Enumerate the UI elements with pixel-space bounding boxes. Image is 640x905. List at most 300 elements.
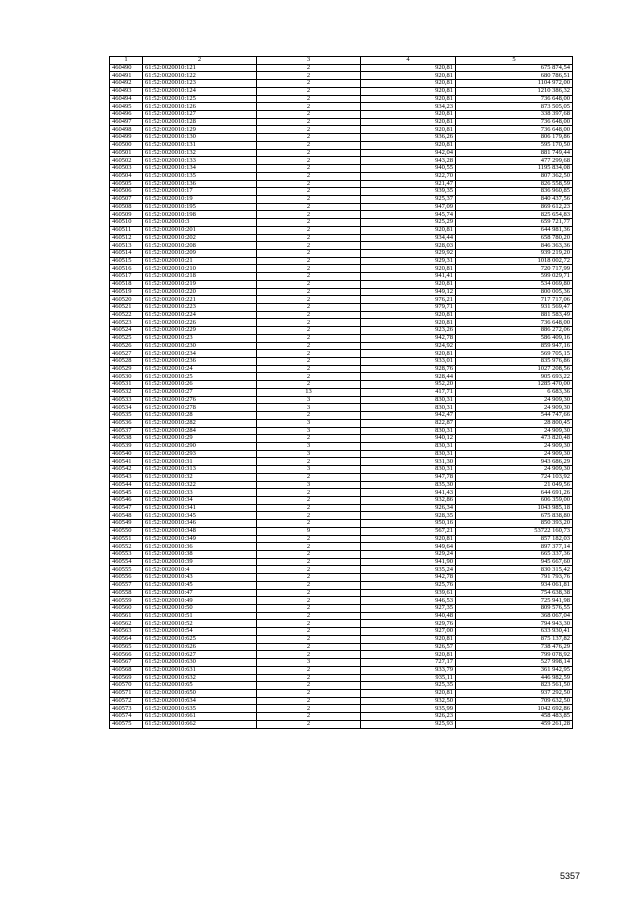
cadastral-number-cell: 61:52:0020010:127 — [143, 111, 257, 119]
value-cell: 458 483,85 — [456, 713, 573, 721]
value-cell: 945 667,60 — [456, 558, 573, 566]
value-cell: 24 909,30 — [456, 404, 573, 412]
row-number-cell: 460490 — [110, 64, 143, 72]
cadastral-number-cell: 61:52:0020010:126 — [143, 103, 257, 111]
category-cell: 2 — [257, 605, 361, 613]
area-cell: 949,64 — [361, 543, 456, 551]
table-row — [110, 211, 573, 219]
area-cell: 925,29 — [361, 219, 456, 227]
row-number-cell: 460539 — [110, 442, 143, 450]
value-cell: 1027 208,56 — [456, 365, 573, 373]
category-cell: 2 — [257, 165, 361, 173]
value-cell: 937 292,50 — [456, 689, 573, 697]
area-cell: 830,31 — [361, 404, 456, 412]
area-cell: 947,78 — [361, 473, 456, 481]
row-number-cell: 460562 — [110, 620, 143, 628]
row-number-cell: 460498 — [110, 126, 143, 134]
table-row — [110, 87, 573, 95]
row-number-cell: 460565 — [110, 643, 143, 651]
cadastral-number-cell: 61:52:0020010:39 — [143, 558, 257, 566]
value-cell: 840 437,56 — [456, 195, 573, 203]
area-cell: 567,21 — [361, 527, 456, 535]
cadastral-number-cell: 61:52:0020010:54 — [143, 628, 257, 636]
column-header: 1 — [110, 57, 143, 65]
category-cell: 3 — [257, 466, 361, 474]
row-number-cell: 460544 — [110, 481, 143, 489]
table-row — [110, 489, 573, 497]
cadastral-number-cell: 61:52:0020010:201 — [143, 226, 257, 234]
category-cell: 2 — [257, 234, 361, 242]
row-number-cell: 460507 — [110, 195, 143, 203]
row-number-cell: 460548 — [110, 512, 143, 520]
table-row — [110, 265, 573, 273]
cadastral-number-cell: 61:52:0020010:36 — [143, 543, 257, 551]
cadastral-number-cell: 61:52:0020010:218 — [143, 273, 257, 281]
row-number-cell: 460554 — [110, 558, 143, 566]
row-number-cell: 460572 — [110, 697, 143, 705]
category-cell: 2 — [257, 95, 361, 103]
area-cell: 940,48 — [361, 612, 456, 620]
row-number-cell: 460561 — [110, 612, 143, 620]
table-row — [110, 373, 573, 381]
table-row — [110, 404, 573, 412]
value-cell: 28 800,45 — [456, 419, 573, 427]
table-row — [110, 319, 573, 327]
table-row — [110, 334, 573, 342]
value-cell: 1104 972,00 — [456, 80, 573, 88]
table-row — [110, 635, 573, 643]
column-header: 5 — [456, 57, 573, 65]
category-cell: 2 — [257, 342, 361, 350]
table-row — [110, 442, 573, 450]
row-number-cell: 460512 — [110, 234, 143, 242]
cadastral-number-cell: 61:52:0020010:293 — [143, 450, 257, 458]
cadastral-number-cell: 61:52:0020010:65 — [143, 682, 257, 690]
area-cell: 830,31 — [361, 450, 456, 458]
table-row — [110, 103, 573, 111]
category-cell: 3 — [257, 404, 361, 412]
table-row — [110, 666, 573, 674]
value-cell: 6 683,36 — [456, 388, 573, 396]
row-number-cell: 460569 — [110, 674, 143, 682]
table-row — [110, 195, 573, 203]
area-cell: 926,57 — [361, 643, 456, 651]
cadastral-number-cell: 61:52:0020010:290 — [143, 442, 257, 450]
table-row — [110, 126, 573, 134]
area-cell: 920,81 — [361, 141, 456, 149]
cadastral-number-cell: 61:52:0020010:202 — [143, 234, 257, 242]
cadastral-number-cell: 61:52:0020010:284 — [143, 427, 257, 435]
table-row — [110, 412, 573, 420]
table-row — [110, 111, 573, 119]
category-cell: 2 — [257, 412, 361, 420]
value-cell: 846 363,36 — [456, 242, 573, 250]
table-row — [110, 257, 573, 265]
value-cell: 665 337,36 — [456, 551, 573, 559]
category-cell: 2 — [257, 327, 361, 335]
area-cell: 940,12 — [361, 435, 456, 443]
area-cell: 830,31 — [361, 442, 456, 450]
column-header: 2 — [143, 57, 257, 65]
category-cell: 2 — [257, 118, 361, 126]
area-cell: 935,11 — [361, 674, 456, 682]
value-cell: 934 061,81 — [456, 581, 573, 589]
cadastral-number-cell: 61:52:0020010:230 — [143, 342, 257, 350]
value-cell: 823 561,50 — [456, 682, 573, 690]
value-cell: 527 998,14 — [456, 659, 573, 667]
area-cell: 928,03 — [361, 242, 456, 250]
value-cell: 835 976,86 — [456, 358, 573, 366]
table-row — [110, 551, 573, 559]
value-cell: 799 078,92 — [456, 651, 573, 659]
value-cell: 644 691,26 — [456, 489, 573, 497]
category-cell: 2 — [257, 473, 361, 481]
row-number-cell: 460573 — [110, 705, 143, 713]
value-cell: 675 874,54 — [456, 64, 573, 72]
value-cell: 738 476,29 — [456, 643, 573, 651]
table-row — [110, 165, 573, 173]
cadastral-number-cell: 61:52:0020010:32 — [143, 473, 257, 481]
value-cell: 21 049,56 — [456, 481, 573, 489]
area-cell: 942,04 — [361, 149, 456, 157]
value-cell: 658 780,20 — [456, 234, 573, 242]
category-cell: 2 — [257, 103, 361, 111]
area-cell: 932,50 — [361, 697, 456, 705]
area-cell: 920,81 — [361, 311, 456, 319]
table-row — [110, 157, 573, 165]
table-row — [110, 188, 573, 196]
value-cell: 24 909,30 — [456, 427, 573, 435]
row-number-cell: 460530 — [110, 373, 143, 381]
category-cell: 2 — [257, 365, 361, 373]
row-number-cell: 460503 — [110, 165, 143, 173]
category-cell: 2 — [257, 350, 361, 358]
cadastral-number-cell: 61:52:0020010:198 — [143, 211, 257, 219]
cadastral-number-cell: 61:52:0020010:348 — [143, 527, 257, 535]
row-number-cell: 460502 — [110, 157, 143, 165]
table-row — [110, 466, 573, 474]
table-row — [110, 643, 573, 651]
value-cell: 361 942,95 — [456, 666, 573, 674]
table-row — [110, 80, 573, 88]
category-cell: 2 — [257, 574, 361, 582]
cadastral-number-cell: 61:52:0020010:23 — [143, 334, 257, 342]
category-cell: 2 — [257, 311, 361, 319]
cadastral-number-cell: 61:52:0020010:634 — [143, 697, 257, 705]
row-number-cell: 460493 — [110, 87, 143, 95]
table-row — [110, 543, 573, 551]
cadastral-number-cell: 61:52:0020010:635 — [143, 705, 257, 713]
category-cell: 2 — [257, 551, 361, 559]
table-row — [110, 581, 573, 589]
row-number-cell: 460526 — [110, 342, 143, 350]
table-row — [110, 612, 573, 620]
area-cell: 926,23 — [361, 713, 456, 721]
value-cell: 595 170,50 — [456, 141, 573, 149]
cadastral-number-cell: 61:52:0020010:17 — [143, 188, 257, 196]
value-cell: 881 749,44 — [456, 149, 573, 157]
row-number-cell: 460547 — [110, 504, 143, 512]
cadastral-number-cell: 61:52:0020010:136 — [143, 180, 257, 188]
row-number-cell: 460574 — [110, 713, 143, 721]
table-row — [110, 72, 573, 80]
cadastral-number-cell: 61:52:0020010:134 — [143, 165, 257, 173]
area-cell: 927,35 — [361, 605, 456, 613]
category-cell: 2 — [257, 195, 361, 203]
cadastral-number-cell: 61:52:0020010:24 — [143, 365, 257, 373]
table-row — [110, 535, 573, 543]
category-cell: 2 — [257, 435, 361, 443]
category-cell: 2 — [257, 180, 361, 188]
table-row — [110, 342, 573, 350]
value-cell: 875 137,82 — [456, 635, 573, 643]
area-cell: 920,81 — [361, 87, 456, 95]
area-cell: 920,81 — [361, 350, 456, 358]
cadastral-number-cell: 61:52:0020010:625 — [143, 635, 257, 643]
area-cell: 947,09 — [361, 203, 456, 211]
table-row — [110, 358, 573, 366]
row-number-cell: 460523 — [110, 319, 143, 327]
cadastral-number-cell: 61:52:0020010:220 — [143, 288, 257, 296]
row-number-cell: 460508 — [110, 203, 143, 211]
category-cell: 2 — [257, 612, 361, 620]
category-cell: 2 — [257, 249, 361, 257]
table-row — [110, 689, 573, 697]
area-cell: 920,81 — [361, 280, 456, 288]
cadastral-number-cell: 61:52:0020010:322 — [143, 481, 257, 489]
row-number-cell: 460491 — [110, 72, 143, 80]
value-cell: 830 315,42 — [456, 566, 573, 574]
category-cell: 2 — [257, 265, 361, 273]
cadastral-number-cell: 61:52:0020010:25 — [143, 373, 257, 381]
category-cell: 3 — [257, 481, 361, 489]
cadastral-number-cell: 61:52:0020010:50 — [143, 605, 257, 613]
category-cell: 2 — [257, 149, 361, 157]
row-number-cell: 460513 — [110, 242, 143, 250]
cadastral-number-cell: 61:52:0020010:236 — [143, 358, 257, 366]
area-cell: 835,30 — [361, 481, 456, 489]
value-cell: 368 067,04 — [456, 612, 573, 620]
value-cell: 459 261,28 — [456, 720, 573, 728]
category-cell: 2 — [257, 87, 361, 95]
area-cell: 830,31 — [361, 396, 456, 404]
category-cell: 2 — [257, 558, 361, 566]
row-number-cell: 460567 — [110, 659, 143, 667]
row-number-cell: 460497 — [110, 118, 143, 126]
area-cell: 920,81 — [361, 72, 456, 80]
table-row — [110, 481, 573, 489]
cadastral-number-cell: 61:52:0020010:132 — [143, 149, 257, 157]
value-cell: 736 648,00 — [456, 95, 573, 103]
value-cell: 709 632,50 — [456, 697, 573, 705]
table-row — [110, 605, 573, 613]
area-cell: 939,35 — [361, 188, 456, 196]
cadastral-number-cell: 61:52:0020010:662 — [143, 720, 257, 728]
category-cell: 2 — [257, 496, 361, 504]
area-cell: 921,47 — [361, 180, 456, 188]
page-number: 5357 — [560, 871, 581, 881]
value-cell: 1042 692,86 — [456, 705, 573, 713]
table-row — [110, 234, 573, 242]
row-number-cell: 460517 — [110, 273, 143, 281]
area-cell: 936,26 — [361, 134, 456, 142]
row-number-cell: 460528 — [110, 358, 143, 366]
category-cell: 2 — [257, 288, 361, 296]
row-number-cell: 460522 — [110, 311, 143, 319]
row-number-cell: 460524 — [110, 327, 143, 335]
row-number-cell: 460551 — [110, 535, 143, 543]
area-cell: 830,31 — [361, 427, 456, 435]
value-cell: 534 069,80 — [456, 280, 573, 288]
table-row — [110, 496, 573, 504]
category-cell: 2 — [257, 535, 361, 543]
row-number-cell: 460538 — [110, 435, 143, 443]
row-number-cell: 460542 — [110, 466, 143, 474]
area-cell: 952,20 — [361, 381, 456, 389]
area-cell: 941,41 — [361, 273, 456, 281]
table-row — [110, 311, 573, 319]
area-cell: 926,34 — [361, 504, 456, 512]
category-cell: 3 — [257, 396, 361, 404]
area-cell: 942,78 — [361, 574, 456, 582]
row-number-cell: 460564 — [110, 635, 143, 643]
category-cell: 2 — [257, 280, 361, 288]
cadastral-number-cell: 61:52:0020010:124 — [143, 87, 257, 95]
area-cell: 934,23 — [361, 103, 456, 111]
category-cell: 2 — [257, 512, 361, 520]
value-cell: 939 219,20 — [456, 249, 573, 257]
cadastral-number-cell: 61:52:0020010:29 — [143, 435, 257, 443]
category-cell: 2 — [257, 304, 361, 312]
area-cell: 933,79 — [361, 666, 456, 674]
table-row — [110, 141, 573, 149]
row-number-cell: 460566 — [110, 651, 143, 659]
row-number-cell: 460558 — [110, 589, 143, 597]
cadastral-number-cell: 61:52:0020010:627 — [143, 651, 257, 659]
cadastral-number-cell: 61:52:0020010:278 — [143, 404, 257, 412]
row-number-cell: 460535 — [110, 412, 143, 420]
category-cell: 2 — [257, 157, 361, 165]
cadastral-number-cell: 61:52:0020010:631 — [143, 666, 257, 674]
table-row — [110, 327, 573, 335]
category-cell: 2 — [257, 126, 361, 134]
cadastral-number-cell: 61:52:0020010:27 — [143, 388, 257, 396]
table-row — [110, 388, 573, 396]
table-row — [110, 450, 573, 458]
area-cell: 920,81 — [361, 80, 456, 88]
category-cell: 2 — [257, 597, 361, 605]
table-row — [110, 296, 573, 304]
table-row — [110, 566, 573, 574]
cadastral-number-cell: 61:52:0020010:661 — [143, 713, 257, 721]
table-row — [110, 118, 573, 126]
value-cell: 717 717,06 — [456, 296, 573, 304]
category-cell: 2 — [257, 651, 361, 659]
cadastral-number-cell: 61:52:0020010:4 — [143, 566, 257, 574]
value-cell: 644 981,36 — [456, 226, 573, 234]
value-cell: 24 909,30 — [456, 396, 573, 404]
category-cell: 2 — [257, 458, 361, 466]
row-number-cell: 460506 — [110, 188, 143, 196]
table-row — [110, 280, 573, 288]
table-row — [110, 95, 573, 103]
value-cell: 675 838,80 — [456, 512, 573, 520]
area-cell: 928,76 — [361, 365, 456, 373]
table-row — [110, 651, 573, 659]
area-cell: 830,31 — [361, 466, 456, 474]
value-cell: 809 576,55 — [456, 605, 573, 613]
cadastral-number-cell: 61:52:0020010:195 — [143, 203, 257, 211]
area-cell: 920,81 — [361, 226, 456, 234]
category-cell: 2 — [257, 257, 361, 265]
cadastral-number-cell: 61:52:0020010:129 — [143, 126, 257, 134]
category-cell: 2 — [257, 689, 361, 697]
cadastral-value-table — [109, 56, 573, 729]
value-cell: 338 397,68 — [456, 111, 573, 119]
category-cell: 2 — [257, 203, 361, 211]
row-number-cell: 460540 — [110, 450, 143, 458]
category-cell: 3 — [257, 419, 361, 427]
row-number-cell: 460559 — [110, 597, 143, 605]
area-cell: 929,24 — [361, 551, 456, 559]
table-row — [110, 64, 573, 72]
table-header-row — [110, 57, 573, 65]
value-cell: 544 747,66 — [456, 412, 573, 420]
cadastral-number-cell: 61:52:0020010:47 — [143, 589, 257, 597]
category-cell: 2 — [257, 705, 361, 713]
category-cell: 2 — [257, 581, 361, 589]
table-row — [110, 620, 573, 628]
cadastral-number-cell: 61:52:0020010:125 — [143, 95, 257, 103]
cadastral-number-cell: 61:52:0020010:121 — [143, 64, 257, 72]
table-row — [110, 365, 573, 373]
category-cell: 2 — [257, 489, 361, 497]
column-header: 4 — [361, 57, 456, 65]
table-row — [110, 682, 573, 690]
value-cell: 736 648,00 — [456, 118, 573, 126]
row-number-cell: 460563 — [110, 628, 143, 636]
value-cell: 569 705,15 — [456, 350, 573, 358]
table-row — [110, 558, 573, 566]
table-row — [110, 512, 573, 520]
area-cell: 920,81 — [361, 651, 456, 659]
row-number-cell: 460556 — [110, 574, 143, 582]
table-row — [110, 504, 573, 512]
area-cell: 417,71 — [361, 388, 456, 396]
area-cell: 920,81 — [361, 319, 456, 327]
cadastral-number-cell: 61:52:0020010:226 — [143, 319, 257, 327]
cadastral-number-cell: 61:52:0020010:130 — [143, 134, 257, 142]
cadastral-number-cell: 61:52:0020010:19 — [143, 195, 257, 203]
table-row — [110, 304, 573, 312]
cadastral-number-cell: 61:52:0020010:52 — [143, 620, 257, 628]
cadastral-number-cell: 61:52:0020010:234 — [143, 350, 257, 358]
area-cell: 920,81 — [361, 265, 456, 273]
cadastral-number-cell: 61:52:0020010:123 — [143, 80, 257, 88]
cadastral-number-cell: 61:52:0020010:133 — [143, 157, 257, 165]
category-cell: 2 — [257, 666, 361, 674]
area-cell: 979,71 — [361, 304, 456, 312]
category-cell: 2 — [257, 334, 361, 342]
category-cell: 2 — [257, 635, 361, 643]
cadastral-number-cell: 61:52:0020010:3 — [143, 219, 257, 227]
value-cell: 857 182,03 — [456, 535, 573, 543]
cadastral-number-cell: 61:52:0020010:131 — [143, 141, 257, 149]
cadastral-number-cell: 61:52:0020010:45 — [143, 581, 257, 589]
table-body — [110, 64, 573, 728]
category-cell: 2 — [257, 72, 361, 80]
row-number-cell: 460571 — [110, 689, 143, 697]
